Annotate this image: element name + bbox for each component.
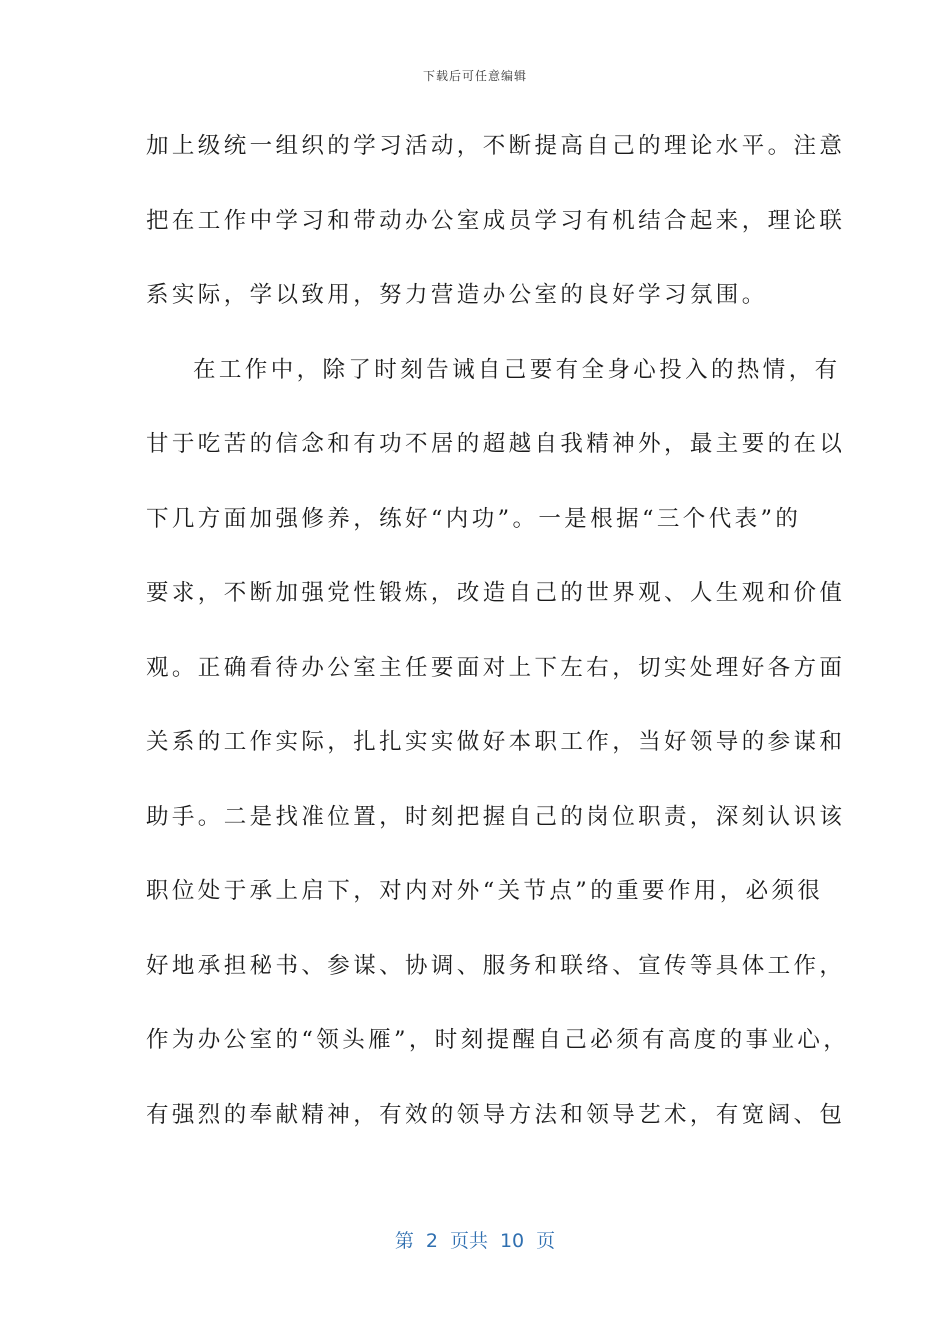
page-total: 10 xyxy=(499,1230,525,1252)
text-line: 关系的工作实际，扎扎实实做好本职工作，当好领导的参谋和 xyxy=(146,729,846,755)
text-line: 加上级统一组织的学习活动，不断提高自己的理论水平。注意 xyxy=(146,133,846,159)
text-line: 把在工作中学习和带动办公室成员学习有机结合起来，理论联 xyxy=(146,207,846,234)
text-line: 作为办公室的“领头雁”，时刻提醒自己必须有高度的事业心， xyxy=(146,1027,850,1053)
document-body xyxy=(146,124,850,1167)
text-line: 系实际，学以致用，努力营造办公室的良好学习氛围。 xyxy=(146,282,768,308)
text-line: 有强烈的奉献精神，有效的领导方法和领导艺术，有宽阔、包 xyxy=(146,1101,846,1128)
paragraph-start-line: 在工作中，除了时刻告诫自己要有全身心投入的热情，有 xyxy=(193,356,841,383)
text-line: 甘于吃苦的信念和有功不居的超越自我精神外，最主要的在以 xyxy=(146,431,846,457)
page-suffix: 页 xyxy=(536,1230,556,1252)
page-prefix: 第 xyxy=(394,1230,414,1252)
page-middle: 页共 xyxy=(449,1230,488,1252)
text-line: 好地承担秘书、参谋、协调、服务和联络、宣传等具体工作， xyxy=(146,952,846,979)
text-line: 下几方面加强修养，练好“内功”。一是根据“三个代表”的 xyxy=(146,505,802,532)
header-note: 下载后可任意编辑 xyxy=(422,69,527,83)
text-line: 观。正确看待办公室主任要面对上下左右，切实处理好各方面 xyxy=(146,654,846,681)
text-line: 助手。二是找准位置，时刻把握自己的岗位职责，深刻认识该 xyxy=(146,803,846,830)
page-footer xyxy=(0,1226,950,1253)
text-line: 要求，不断加强党性锻炼，改造自己的世界观、人生观和价值 xyxy=(146,580,846,606)
text-line: 职位处于承上启下，对内对外“关节点”的重要作用，必须很 xyxy=(146,878,824,904)
page-number: 2 xyxy=(425,1230,438,1252)
